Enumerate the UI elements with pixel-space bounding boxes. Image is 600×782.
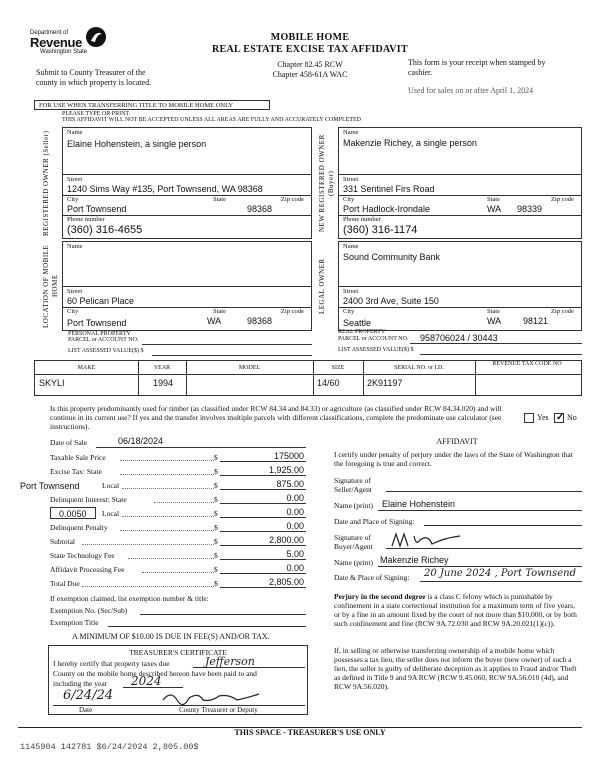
assessed-left-line bbox=[152, 355, 312, 356]
leader-dots bbox=[122, 480, 214, 489]
location-section bbox=[62, 241, 312, 331]
affidavit-title: AFFIDAVIT bbox=[436, 437, 478, 446]
processing-fee-label: Affidavit Processing Fee bbox=[50, 565, 125, 574]
divider bbox=[63, 286, 311, 287]
seller-signature-line[interactable] bbox=[386, 491, 582, 492]
perjury-text: is a class C felony which is punishable by confinement in a state correctional institution for a maximum term of five years, or by a fine in an amount fixed by the court of not more than $10,000, or by both such confinement and fine (RCW 9A.72.030 and RCW 9A.20.021(1)(c)). bbox=[334, 592, 577, 628]
field-line bbox=[220, 559, 306, 560]
table-header-size: SIZE bbox=[331, 365, 345, 371]
parcel-right-line bbox=[410, 343, 582, 344]
perjury-notice bbox=[334, 592, 580, 628]
affidavit-certify: I certify under penalty of perjury under the laws of the State of Washington that the foregoing is true and correct. bbox=[334, 450, 573, 468]
exemption-no-label: Exemption No. (Sec/Sub) bbox=[50, 606, 128, 615]
subtotal[interactable]: 2,800.00 bbox=[268, 535, 304, 545]
location-street-label: Street bbox=[67, 288, 83, 295]
location-name-label: Name bbox=[67, 243, 83, 250]
leader-dots bbox=[120, 466, 214, 475]
buyer-section bbox=[338, 127, 582, 239]
seller-print-name[interactable]: Elaine Hohenstein bbox=[382, 499, 456, 509]
submit-instruction-1: Submit to County Treasurer of the bbox=[36, 68, 146, 77]
field-line bbox=[220, 503, 306, 504]
mobile-home-table bbox=[34, 360, 582, 396]
table-header-serial: SERIAL NO. or I.D. bbox=[394, 365, 444, 371]
type-print-note: PLEASE TYPE OR PRINT. bbox=[62, 111, 131, 117]
state-technology-fee[interactable]: 5.00 bbox=[286, 549, 304, 559]
treasurer-line3: including the year bbox=[53, 679, 108, 688]
dollar-sign: $ bbox=[214, 495, 218, 504]
timber-question: Is this property predominantly used for timber (as classified under RCW 84.34 and 84.33) or agriculture (as classified under RCW 84.34.020) and will continue in its current use? If yes and the transfer involves multiple parcels with different classifications, complete the predominate use calculator (see instructions). bbox=[50, 404, 502, 431]
yes-checkbox[interactable] bbox=[524, 413, 534, 423]
location-street[interactable]: 60 Pelican Place bbox=[67, 296, 135, 306]
leader-dots bbox=[120, 522, 214, 531]
treasurer-title: TREASURER'S CERTIFICATE bbox=[129, 648, 227, 657]
legal-side-label: LEGAL OWNER bbox=[318, 258, 326, 314]
buyer-name[interactable]: Makenzie Richey, a single person bbox=[343, 138, 477, 148]
excise-tax-local[interactable]: 875.00 bbox=[276, 479, 304, 489]
buyer-date-place[interactable]: 20 June 2024 , Port Townsend bbox=[424, 568, 577, 579]
buyer-zip-label: Zip code bbox=[551, 196, 574, 203]
buyer-print-name[interactable]: Makenzie Richey bbox=[380, 555, 449, 565]
treasurer-use-only: THIS SPACE - TREASURER'S USE ONLY bbox=[234, 728, 386, 737]
dollar-sign: $ bbox=[214, 467, 218, 476]
table-header-make: MAKE bbox=[77, 365, 96, 371]
parcel-left-label: PARCEL or ACCOUNT NO. bbox=[68, 337, 139, 343]
buyer-signature-label: Signature of Buyer/Agent bbox=[334, 533, 373, 551]
buyer-zip[interactable]: 98339 bbox=[517, 204, 543, 214]
location-state[interactable]: WA bbox=[207, 316, 222, 326]
field-line bbox=[220, 517, 306, 518]
exemption-title-label: Exemption Title bbox=[50, 618, 99, 627]
seller-name[interactable]: Elaine Hohenstein, a single person bbox=[67, 139, 207, 149]
leader-dots bbox=[82, 578, 214, 587]
buyer-city[interactable]: Port Hadlock-Irondale bbox=[343, 204, 431, 214]
divider bbox=[339, 174, 581, 175]
treasurer-year[interactable]: 2024 bbox=[131, 674, 162, 688]
dollar-sign: $ bbox=[214, 453, 218, 462]
buyer-signature-line[interactable] bbox=[386, 548, 582, 549]
dollar-sign: $ bbox=[214, 537, 218, 546]
delinquent-state-label: Delinquent Interest: State bbox=[50, 495, 127, 504]
field-line bbox=[220, 573, 306, 574]
treasurer-date[interactable]: 6/24/24 bbox=[63, 688, 114, 703]
logo-name: Revenue bbox=[30, 35, 83, 50]
field-line bbox=[220, 587, 306, 588]
buyer-street[interactable]: 331 Sentinel Firs Road bbox=[343, 184, 435, 194]
seller-street-label: Street bbox=[67, 176, 83, 183]
form-title-line1: MOBILE HOME bbox=[270, 32, 350, 43]
table-header-tax-code: REVENUE TAX CODE NO bbox=[492, 361, 562, 367]
seller-phone[interactable]: (360) 316-4655 bbox=[67, 224, 143, 236]
seller-city[interactable]: Port Townsend bbox=[67, 204, 127, 214]
table-cell-size[interactable]: 14/60 bbox=[317, 378, 340, 388]
treasurer-county[interactable]: Jefferson bbox=[205, 655, 255, 668]
excise-tax-state[interactable]: 1,925.00 bbox=[268, 465, 304, 475]
personal-property-label: PERSONAL PROPERTY bbox=[68, 331, 131, 337]
divider bbox=[339, 286, 581, 287]
treasurer-sign-label: County Treasurer or Deputy bbox=[179, 706, 258, 714]
leader-dots bbox=[122, 508, 214, 517]
leader-dots bbox=[154, 494, 214, 503]
local-rate: 0.0050 bbox=[59, 509, 87, 519]
legal-owner-zip[interactable]: 98121 bbox=[523, 316, 549, 326]
dollar-sign: $ bbox=[214, 565, 218, 574]
table-header-divider bbox=[35, 374, 581, 375]
dollar-sign: $ bbox=[214, 551, 218, 560]
taxable-sale-price[interactable]: 175000 bbox=[273, 451, 304, 461]
legal-name-label: Name bbox=[343, 243, 359, 250]
divider bbox=[339, 307, 581, 308]
county-line bbox=[193, 667, 305, 668]
form-title-line2: REAL ESTATE EXCISE TAX AFFIDAVIT bbox=[212, 44, 408, 55]
legal-state-label: State bbox=[487, 308, 500, 315]
delinquent-interest-local[interactable]: 0.00 bbox=[286, 507, 304, 517]
date-of-sale[interactable]: 06/18/2024 bbox=[118, 436, 164, 446]
seller-name-label: Name bbox=[67, 129, 83, 136]
perjury-bold: Perjury in the second degree bbox=[334, 592, 426, 601]
date-line bbox=[96, 447, 306, 448]
buyer-state[interactable]: WA bbox=[487, 204, 502, 214]
not-accepted-note: THIS AFFIDAVIT WILL NOT BE ACCEPTED UNLESS ALL AREAS ARE FULLY AND ACCURATELY COMPLETED bbox=[62, 117, 361, 123]
dollar-sign: $ bbox=[214, 523, 218, 532]
transfer-banner-text: FOR USE WHEN TRANSFERRING TITLE TO MOBILE HOME ONLY bbox=[39, 102, 234, 109]
treasurer-line2: County on the mobile home described hereon have been paid to and bbox=[53, 669, 257, 678]
date-place-line bbox=[424, 525, 582, 526]
chapter-wac: Chapter 458-61A WAC bbox=[272, 70, 348, 79]
real-property-label: REAL PROPERTY bbox=[338, 329, 386, 335]
buyer-street-label: Street bbox=[343, 176, 359, 183]
used-for-note: Used for sales on or after April 1, 2024 bbox=[408, 86, 534, 95]
field-line bbox=[220, 545, 306, 546]
revenue-logo bbox=[30, 26, 105, 60]
seller-phone-label: Phone number bbox=[67, 216, 105, 223]
seller-street[interactable]: 1240 Sims Way #135, Port Townsend, WA 98368 bbox=[67, 184, 263, 194]
table-header-model: MODEL bbox=[238, 365, 261, 371]
field-line bbox=[220, 461, 306, 462]
field-line bbox=[220, 531, 306, 532]
chapter-rcw: Chapter 82.45 RCW bbox=[277, 60, 343, 69]
exemption-claimed-label: If exemption claimed, list exemption number & title: bbox=[50, 594, 209, 603]
no-checkbox[interactable] bbox=[554, 413, 564, 423]
location-zip[interactable]: 98368 bbox=[247, 316, 273, 326]
total-due[interactable]: 2,805.00 bbox=[268, 577, 304, 587]
seller-print-label: Name (print) bbox=[334, 501, 373, 510]
table-cell-year[interactable]: 1994 bbox=[153, 378, 174, 388]
excise-local-label: Local bbox=[102, 481, 120, 490]
divider bbox=[63, 195, 311, 196]
field-line bbox=[220, 489, 306, 490]
local-rate-box[interactable] bbox=[50, 507, 96, 519]
buyer-state-label: State bbox=[487, 196, 500, 203]
buyer-date-place-label: Date & Place of Signing: bbox=[334, 573, 410, 582]
location-city[interactable]: Port Townsend bbox=[67, 318, 127, 328]
leader-dots bbox=[82, 536, 214, 545]
legal-owner-name[interactable]: Sound Community Bank bbox=[343, 252, 441, 262]
treasurer-date-label: Date bbox=[79, 706, 93, 714]
dollar-sign: $ bbox=[214, 579, 218, 588]
divider bbox=[339, 195, 581, 196]
seller-city-label: City bbox=[67, 196, 79, 203]
revenue-logo-icon bbox=[85, 26, 107, 48]
seller-signature-label: Signature of Seller/Agent bbox=[334, 476, 372, 494]
legal-owner-parcel[interactable]: 958706024 / 30443 bbox=[420, 333, 498, 343]
buyer-phone-label: Phone number bbox=[343, 216, 381, 223]
buyer-name-label: Name bbox=[343, 129, 359, 136]
treasurer-signature-icon bbox=[159, 688, 269, 706]
dollar-sign: $ bbox=[214, 481, 218, 490]
exemption-title-line bbox=[108, 626, 306, 627]
affidavit-processing-fee[interactable]: 0.00 bbox=[286, 563, 304, 573]
name-line bbox=[378, 510, 582, 511]
submit-instruction-2: county in which property is located. bbox=[36, 78, 152, 87]
table-cell-serial[interactable]: 2K91197 bbox=[367, 378, 403, 388]
logo-dept: Department of bbox=[30, 30, 69, 36]
legal-owner-state[interactable]: WA bbox=[487, 316, 502, 326]
treasurer-certificate bbox=[48, 645, 308, 715]
parcel-right-label: PARCEL or ACCOUNT NO. bbox=[338, 336, 409, 342]
seller-state-label: State bbox=[213, 196, 226, 203]
treasurer-line1: I hereby certify that property taxes due bbox=[53, 659, 170, 668]
penalty-label: Delinquent Penalty bbox=[50, 523, 108, 532]
receipt-note-1: This form is your receipt when stamped by bbox=[408, 58, 546, 67]
col-divider bbox=[475, 361, 476, 395]
buyer-print-label: Name (print) bbox=[334, 558, 373, 567]
buyer-signature-icon bbox=[388, 530, 468, 550]
delinquent-penalty[interactable]: 0.00 bbox=[286, 521, 304, 531]
leader-dots bbox=[128, 550, 214, 559]
assessed-right-line bbox=[420, 354, 582, 355]
receipt-note-2: cashier. bbox=[408, 68, 433, 77]
location-side-label: LOCATION OF MOBILE HOME bbox=[42, 244, 59, 328]
excise-state-label: Excise Tax: State bbox=[50, 467, 102, 476]
date-of-sale-label: Date of Sale bbox=[50, 438, 88, 447]
buyer-phone[interactable]: (360) 316-1174 bbox=[343, 224, 418, 236]
location-city-label: City bbox=[67, 308, 79, 315]
name-line bbox=[378, 566, 582, 567]
location-zip-label: Zip code bbox=[281, 308, 304, 315]
subtotal-label: Subtotal bbox=[50, 537, 76, 546]
total-due-label: Total Due bbox=[50, 579, 80, 588]
delinquent-local-label: Local bbox=[102, 509, 120, 518]
divider bbox=[63, 307, 311, 308]
minimum-fee-note: A MINIMUM OF $10.00 IS DUE IN FEE(S) AND/OR TAX. bbox=[72, 632, 270, 641]
logo-state: Washington State bbox=[40, 49, 88, 55]
check-icon: ✓ bbox=[556, 412, 565, 423]
legal-owner-city[interactable]: Seattle bbox=[343, 318, 372, 328]
seller-side-label: REGISTERED OWNER (Seller) bbox=[42, 130, 50, 236]
legal-owner-section bbox=[338, 241, 582, 331]
yes-label: Yes bbox=[537, 413, 549, 422]
seller-date-place-label: Date and Place of Signing: bbox=[334, 517, 415, 526]
leader-dots bbox=[142, 564, 214, 573]
divider bbox=[63, 174, 311, 175]
local-jurisdiction[interactable]: Port Townsend bbox=[20, 481, 80, 491]
parcel-left-line bbox=[142, 344, 312, 345]
transfer-banner bbox=[34, 100, 270, 110]
buyer-city-label: City bbox=[343, 196, 355, 203]
assessed-right-label: LIST ASSESSED VALUE($) $ bbox=[338, 347, 414, 353]
legal-city-label: City bbox=[343, 308, 355, 315]
legal-zip-label: Zip code bbox=[551, 308, 574, 315]
location-state-label: State bbox=[213, 308, 226, 315]
seller-section bbox=[62, 127, 312, 239]
table-header-year: YEAR bbox=[153, 365, 171, 371]
leader-dots bbox=[120, 452, 214, 461]
taxable-label: Taxable Sale Price bbox=[50, 453, 106, 462]
buyer-side-label: NEW REGISTERED OWNER (Buyer) bbox=[318, 134, 335, 232]
cashier-stamp: 1145904 142781 $6/24/2024 2,805.00$ bbox=[20, 742, 199, 752]
no-label: No bbox=[567, 413, 577, 422]
legal-street-label: Street bbox=[343, 288, 359, 295]
legal-owner-street[interactable]: 2400 3rd Ave, Suite 150 bbox=[343, 296, 439, 306]
dollar-sign: $ bbox=[214, 509, 218, 518]
table-cell-make[interactable]: SKYLI bbox=[39, 378, 65, 388]
date-place-line bbox=[420, 581, 582, 582]
tech-fee-label: State Technology Fee bbox=[50, 551, 115, 560]
seller-zip[interactable]: 98368 bbox=[247, 204, 273, 214]
field-line bbox=[220, 475, 306, 476]
tax-lien-notice: If, in selling or otherwise transferring ownership of a mobile home which possesses a tax lien, the seller does not inform the buyer (new owner) of such a lien, the seller is guilty of deliberate deception as it applies to Fraud and/or Theft as defined in Title 9 and 9A RCW (RCW 9.45.060, RCW 9A.56.010 (4d), and RCW 9A.56.020). bbox=[334, 646, 577, 691]
delinquent-interest-state[interactable]: 0.00 bbox=[286, 493, 304, 503]
exemption-no-line bbox=[140, 614, 306, 615]
assessed-left-label: LIST ASSESSED VALUE($) $ bbox=[68, 348, 144, 354]
seller-zip-label: Zip code bbox=[281, 196, 304, 203]
